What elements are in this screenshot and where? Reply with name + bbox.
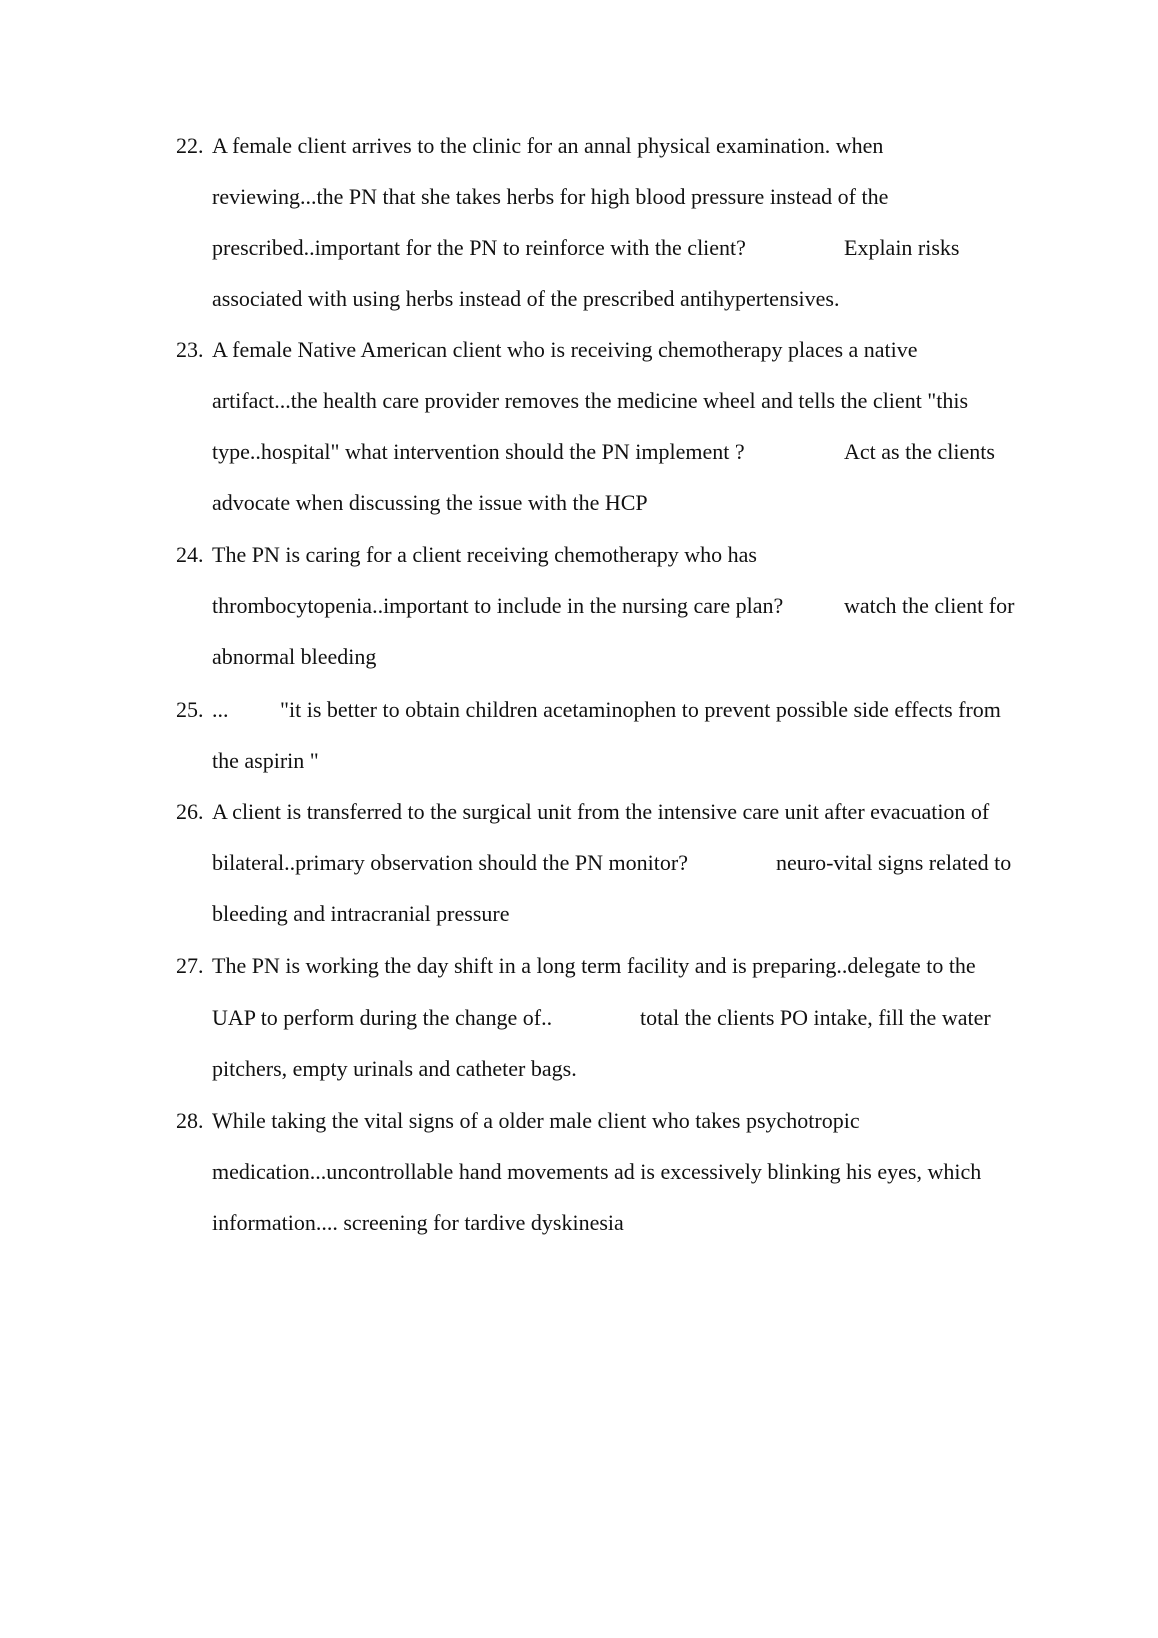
- item-number: 24.: [176, 542, 204, 567]
- item-text-line: information.... screening for tardive dyskinesia: [212, 1210, 624, 1235]
- item-number: 23.: [176, 337, 204, 362]
- item-text-line: The PN is working the day shift in a long term facility and is preparing..delegate to the: [212, 953, 976, 978]
- item-text-line: advocate when discussing the issue with the HCP: [212, 490, 648, 515]
- item-text-line: UAP to perform during the change of..: [212, 1005, 553, 1030]
- item-text-line: A female Native American client who is receiving chemotherapy places a native: [212, 337, 918, 362]
- item-text-line: While taking the vital signs of a older male client who takes psychotropic: [212, 1108, 860, 1133]
- item-text-line: artifact...the health care provider removes the medicine wheel and tells the client "this: [212, 388, 969, 413]
- item-number: 28.: [176, 1108, 204, 1133]
- item-text-line: medication...uncontrollable hand movements ad is excessively blinking his eyes, which: [212, 1159, 982, 1184]
- item-number: 26.: [176, 799, 204, 824]
- item-text-line: bleeding and intracranial pressure: [212, 901, 510, 926]
- item-answer-text: neuro-vital signs related to: [776, 850, 1012, 875]
- item-text-line: type..hospital" what intervention should the PN implement ?: [212, 439, 745, 464]
- item-text-line: associated with using herbs instead of the prescribed antihypertensives.: [212, 286, 840, 311]
- item-text-line: pitchers, empty urinals and catheter bags.: [212, 1056, 577, 1081]
- item-answer-text: total the clients PO intake, fill the water: [640, 1005, 991, 1030]
- item-text-line: A female client arrives to the clinic for an annal physical examination. when: [212, 133, 884, 158]
- item-text-line: prescribed..important for the PN to reinforce with the client?: [212, 235, 746, 260]
- item-answer-text: watch the client for: [844, 593, 1015, 618]
- item-text-line: reviewing...the PN that she takes herbs for high blood pressure instead of the: [212, 184, 889, 209]
- item-answer-text: Explain risks: [844, 235, 960, 260]
- item-text-line: A client is transferred to the surgical unit from the intensive care unit after evacuation of: [212, 799, 990, 824]
- item-text-line: the aspirin ": [212, 748, 319, 773]
- item-number: 27.: [176, 953, 204, 978]
- item-text-line: abnormal bleeding: [212, 644, 377, 669]
- item-answer-text: "it is better to obtain children acetaminophen to prevent possible side effects from: [280, 697, 1001, 722]
- item-text-line: The PN is caring for a client receiving chemotherapy who has: [212, 542, 757, 567]
- item-text-line: thrombocytopenia..important to include in the nursing care plan?: [212, 593, 784, 618]
- item-answer-text: Act as the clients: [844, 439, 995, 464]
- item-text-line: bilateral..primary observation should the PN monitor?: [212, 850, 688, 875]
- item-number: 22.: [176, 133, 204, 158]
- item-text-line: ...: [212, 697, 229, 722]
- item-number: 25.: [176, 697, 204, 722]
